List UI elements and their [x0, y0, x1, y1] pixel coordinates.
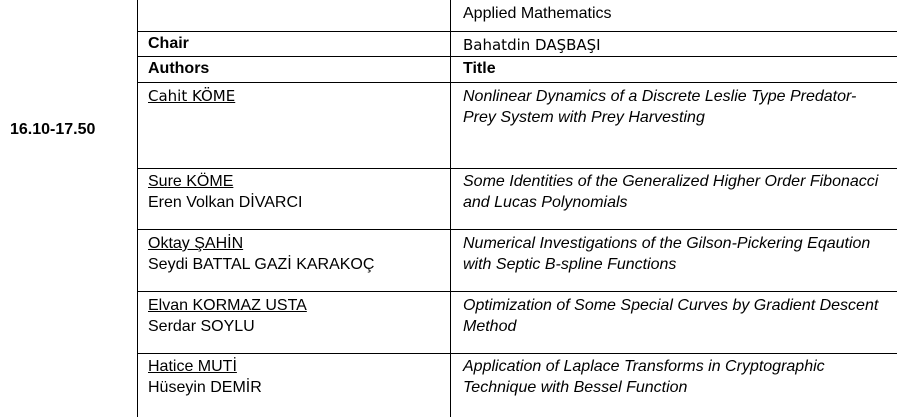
topic-cell — [450, 0, 897, 31]
talk-row — [137, 353, 897, 417]
session-topic: Applied Mathematics — [463, 5, 612, 22]
presenting-author: Oktay ŞAHİN — [148, 235, 244, 252]
talk-title-cell — [450, 83, 897, 168]
talk-authors-cell — [137, 169, 450, 229]
talk-row — [137, 229, 897, 291]
session-time: 16.10-17.50 — [10, 121, 96, 138]
chair-label: Chair — [148, 35, 189, 52]
topic-row-empty-cell — [137, 0, 450, 31]
talk-title: Optimization of Some Special Curves by Gradient Descent Method — [463, 297, 879, 335]
talk-title: Nonlinear Dynamics of a Discrete Leslie Type Predator-Prey System with Prey Harvesting — [463, 88, 857, 126]
talk-authors-cell — [137, 230, 450, 291]
title-header-cell — [450, 57, 897, 82]
title-header: Title — [463, 60, 496, 77]
co-author: Serdar SOYLU — [148, 318, 255, 335]
co-author: Eren Volkan DİVARCI — [148, 194, 303, 211]
chair-label-cell — [137, 32, 450, 56]
talk-row — [137, 168, 897, 229]
co-author: Seydi BATTAL GAZİ KARAKOÇ — [148, 256, 375, 273]
talk-authors-cell — [137, 292, 450, 353]
talk-title-cell — [450, 292, 897, 353]
authors-header-cell — [137, 57, 450, 82]
presenting-author: Cahit KÖME — [148, 87, 236, 105]
talk-authors-cell — [137, 83, 450, 168]
talk-title-cell — [450, 169, 897, 229]
talk-title: Numerical Investigations of the Gilson-Pickering Eqaution with Septic B-spline Functions — [463, 235, 871, 273]
presenting-author: Hatice MUTİ — [148, 358, 237, 375]
co-author: Hüseyin DEMİR — [148, 379, 262, 396]
talk-title: Some Identities of the Generalized Higher Order Fibonacci and Lucas Polynomials — [463, 173, 879, 211]
presenting-author: Sure KÖME — [148, 173, 234, 190]
talk-authors-cell — [137, 354, 450, 417]
talk-row — [137, 291, 897, 353]
talk-title: Application of Laplace Transforms in Cryptographic Technique with Bessel Function — [463, 358, 825, 396]
program-table — [137, 0, 897, 416]
talk-row — [137, 82, 897, 168]
column-header-row — [137, 56, 897, 82]
talk-title-cell — [450, 230, 897, 291]
authors-header: Authors — [148, 60, 210, 77]
talk-title-cell — [450, 354, 897, 417]
chair-name-cell — [450, 32, 897, 56]
chair-row — [137, 31, 897, 56]
chair-name: Bahatdin DAŞBAŞI — [463, 36, 601, 54]
presenting-author: Elvan KORMAZ USTA — [148, 297, 307, 314]
topic-row — [137, 0, 897, 31]
